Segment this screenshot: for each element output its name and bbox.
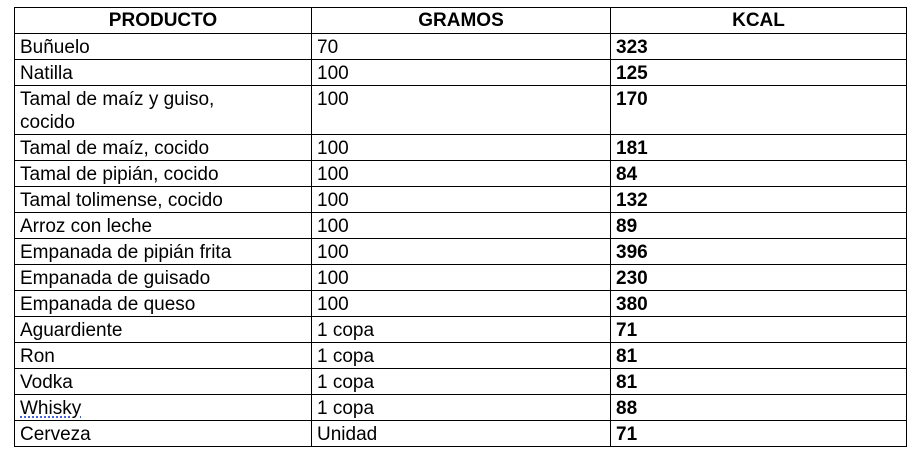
- table-row: [15, 213, 907, 239]
- cell-kcal: 170: [611, 86, 907, 135]
- table-row: [15, 395, 907, 421]
- cell-gramos: 100: [312, 86, 611, 135]
- table-row: [15, 34, 907, 60]
- cell-gramos: 1 copa: [312, 343, 611, 369]
- header-gramos: GRAMOS: [312, 8, 611, 34]
- cell-producto: Empanada de queso: [15, 291, 312, 317]
- cell-gramos: 100: [312, 291, 611, 317]
- cell-producto: Vodka: [15, 369, 312, 395]
- cell-producto: Tamal de maíz y guiso, cocido: [15, 86, 312, 135]
- cell-gramos: 100: [312, 187, 611, 213]
- cell-producto: Aguardiente: [15, 317, 312, 343]
- cell-kcal: 81: [611, 343, 907, 369]
- cell-gramos: 100: [312, 135, 611, 161]
- cell-kcal: 380: [611, 291, 907, 317]
- cell-producto: Tamal de maíz, cocido: [15, 135, 312, 161]
- cell-gramos: 100: [312, 213, 611, 239]
- cell-producto: Cerveza: [15, 421, 312, 447]
- cell-kcal: 89: [611, 213, 907, 239]
- cell-kcal: 181: [611, 135, 907, 161]
- cell-producto: [15, 395, 312, 421]
- table-header: [15, 8, 907, 34]
- cell-gramos: 1 copa: [312, 369, 611, 395]
- table-row: [15, 421, 907, 447]
- cell-gramos: Unidad: [312, 421, 611, 447]
- table-row: [15, 239, 907, 265]
- cell-gramos: 100: [312, 60, 611, 86]
- cell-kcal: 81: [611, 369, 907, 395]
- cell-kcal: 84: [611, 161, 907, 187]
- cell-producto: Empanada de guisado: [15, 265, 312, 291]
- cell-gramos: 100: [312, 161, 611, 187]
- cell-gramos: 100: [312, 265, 611, 291]
- cell-producto: Tamal tolimense, cocido: [15, 187, 312, 213]
- cell-producto: Tamal de pipián, cocido: [15, 161, 312, 187]
- cell-gramos: 100: [312, 239, 611, 265]
- cell-producto: Arroz con leche: [15, 213, 312, 239]
- cell-kcal: 132: [611, 187, 907, 213]
- table-row: [15, 161, 907, 187]
- table-row: [15, 265, 907, 291]
- table-row: [15, 187, 907, 213]
- cell-kcal: 71: [611, 317, 907, 343]
- table-row: [15, 86, 907, 135]
- cell-producto: Buñuelo: [15, 34, 312, 60]
- cell-gramos: 1 copa: [312, 317, 611, 343]
- cell-kcal: 323: [611, 34, 907, 60]
- calorie-table: [14, 7, 907, 447]
- cell-producto: Empanada de pipián frita: [15, 239, 312, 265]
- table-body: [15, 34, 907, 447]
- spellcheck-flagged-word: Whisky: [20, 398, 82, 419]
- table-row: [15, 317, 907, 343]
- table-row: [15, 369, 907, 395]
- cell-producto: Natilla: [15, 60, 312, 86]
- header-kcal: KCAL: [611, 8, 907, 34]
- cell-kcal: 88: [611, 395, 907, 421]
- calorie-table-container: [14, 7, 907, 447]
- table-row: [15, 60, 907, 86]
- header-producto: PRODUCTO: [15, 8, 312, 34]
- cell-gramos: 70: [312, 34, 611, 60]
- cell-kcal: 396: [611, 239, 907, 265]
- cell-kcal: 71: [611, 421, 907, 447]
- cell-producto: Ron: [15, 343, 312, 369]
- table-row: [15, 135, 907, 161]
- cell-gramos: 1 copa: [312, 395, 611, 421]
- header-row: [15, 8, 907, 34]
- table-row: [15, 291, 907, 317]
- cell-kcal: 230: [611, 265, 907, 291]
- cell-kcal: 125: [611, 60, 907, 86]
- table-row: [15, 343, 907, 369]
